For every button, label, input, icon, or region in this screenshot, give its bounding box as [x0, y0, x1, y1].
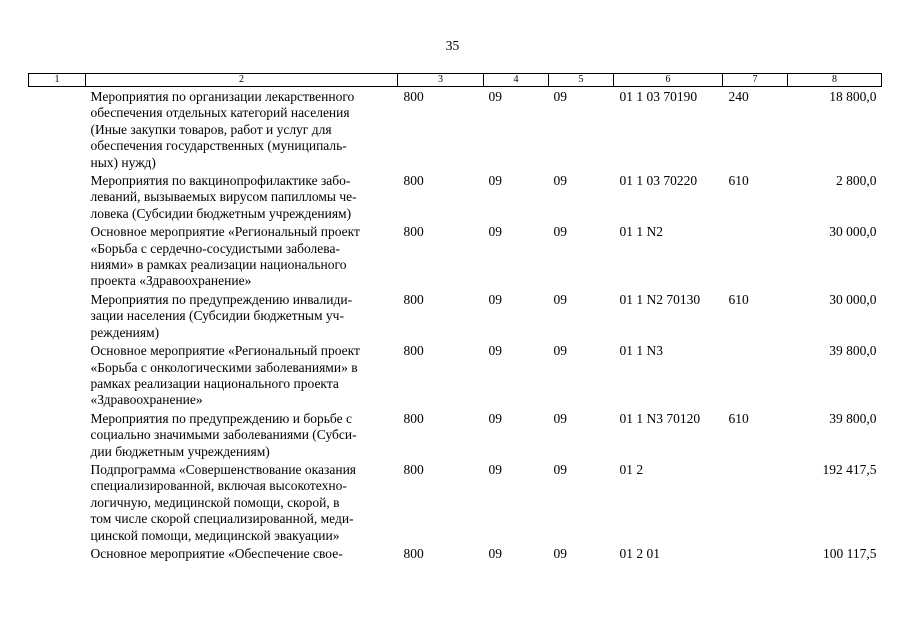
- cell-col1: [29, 409, 86, 460]
- cell-col5: 09: [553, 343, 567, 359]
- cell-col7: 610: [728, 291, 749, 307]
- cell-col6: 01 2: [619, 461, 644, 477]
- cell-col4: 09: [488, 224, 502, 240]
- cell-col3: 800: [403, 410, 424, 426]
- cell-col3: 800: [403, 291, 424, 307]
- cell-col5: 09: [553, 410, 567, 426]
- cell-col6: 01 1 N3 70120: [619, 410, 701, 426]
- cell-col1: [29, 460, 86, 544]
- cell-col4: 09: [488, 89, 502, 104]
- table-row: [29, 290, 882, 341]
- cell-col1: [29, 544, 86, 562]
- table-row: [29, 544, 882, 562]
- cell-col8: 30 000,0: [829, 224, 877, 240]
- cell-name: Мероприятия по предупреждению инвалиди- зации населения (Субсидии бюджетным уч- реждениям): [90, 291, 353, 340]
- cell-col8: 30 000,0: [829, 291, 877, 307]
- cell-col5: 09: [553, 224, 567, 240]
- cell-col7: [723, 222, 788, 290]
- column-header: 1: [29, 74, 86, 87]
- cell-name: Основное мероприятие «Обеспечение свое-: [90, 545, 343, 561]
- column-header: 2: [86, 74, 398, 87]
- cell-col6: 01 1 N2: [619, 224, 663, 240]
- cell-col5: 09: [553, 545, 567, 561]
- column-header: 7: [723, 74, 788, 87]
- cell-col8: 2 800,0: [836, 173, 877, 189]
- cell-col1: [29, 341, 86, 409]
- cell-col7: [723, 460, 788, 544]
- table-row: [29, 409, 882, 460]
- table-row: [29, 460, 882, 544]
- cell-name: Подпрограмма «Совершенствование оказания специализированной, включая высокотехно- логичную, медицинской помощи, скорой, в том числе скорой специализированной, меди- цинской помощи, медицинской эвакуации»: [90, 461, 357, 543]
- cell-col1: [29, 171, 86, 222]
- budget-table: [28, 73, 882, 562]
- cell-col4: 09: [488, 343, 502, 359]
- cell-col7: 240: [728, 89, 749, 104]
- cell-name: Основное мероприятие «Региональный проект «Борьба с сердечно-сосудистыми заболева- ниями» в рамках реализации национального проекта «Здравоохранение»: [90, 224, 360, 289]
- cell-col8: 18 800,0: [829, 89, 877, 104]
- cell-col5: 09: [553, 173, 567, 189]
- table-row: [29, 222, 882, 290]
- table-row: [29, 171, 882, 222]
- cell-col3: 800: [403, 343, 424, 359]
- cell-name: Основное мероприятие «Региональный проект «Борьба с онкологическими заболеваниями» в рамках реализации национального проекта «Здравоохранение»: [90, 343, 360, 408]
- table-row: [29, 87, 882, 172]
- cell-col1: [29, 87, 86, 172]
- page-number: 35: [445, 38, 460, 53]
- cell-col7: [723, 341, 788, 409]
- cell-col5: 09: [553, 89, 567, 104]
- cell-col6: 01 1 03 70190: [619, 89, 698, 104]
- cell-col8: 39 800,0: [829, 410, 877, 426]
- cell-col6: 01 1 03 70220: [619, 173, 698, 189]
- cell-col4: 09: [488, 461, 502, 477]
- column-header: 8: [788, 74, 882, 87]
- table-body: [29, 87, 882, 563]
- cell-col4: 09: [488, 291, 502, 307]
- column-header: 3: [398, 74, 484, 87]
- cell-col5: 09: [553, 291, 567, 307]
- column-header: 4: [484, 74, 549, 87]
- cell-col5: 09: [553, 461, 567, 477]
- cell-col7: 610: [728, 173, 749, 189]
- cell-name: Мероприятия по предупреждению и борьбе с социально значимыми заболеваниями (Субси- дии бюджетным учреждениям): [90, 410, 357, 459]
- cell-col8: 192 417,5: [822, 461, 877, 477]
- cell-col3: 800: [403, 224, 424, 240]
- cell-col3: 800: [403, 545, 424, 561]
- cell-col7: [723, 544, 788, 562]
- cell-col3: 800: [403, 461, 424, 477]
- column-header: 6: [614, 74, 723, 87]
- cell-col4: 09: [488, 545, 502, 561]
- cell-col6: 01 1 N2 70130: [619, 291, 701, 307]
- cell-col8: 39 800,0: [829, 343, 877, 359]
- cell-name: Мероприятия по организации лекарственного обеспечения отдельных категорий населения (Иные закупки товаров, работ и услуг для обеспечения государственных (муниципаль- ных) нужд): [90, 89, 355, 170]
- cell-col3: 800: [403, 173, 424, 189]
- column-header: 5: [549, 74, 614, 87]
- cell-col1: [29, 222, 86, 290]
- cell-col4: 09: [488, 410, 502, 426]
- cell-col7: 610: [728, 410, 749, 426]
- cell-col6: 01 2 01: [619, 545, 660, 561]
- cell-col6: 01 1 N3: [619, 343, 663, 359]
- cell-col8: 100 117,5: [823, 545, 877, 561]
- cell-col1: [29, 290, 86, 341]
- cell-col4: 09: [488, 173, 502, 189]
- cell-col3: 800: [403, 89, 424, 104]
- cell-name: Мероприятия по вакцинопрофилактике забо- леваний, вызываемых вирусом папилломы че- ловека (Субсидии бюджетным учреждениям): [90, 173, 357, 221]
- table-row: [29, 341, 882, 409]
- header-row: [29, 74, 882, 87]
